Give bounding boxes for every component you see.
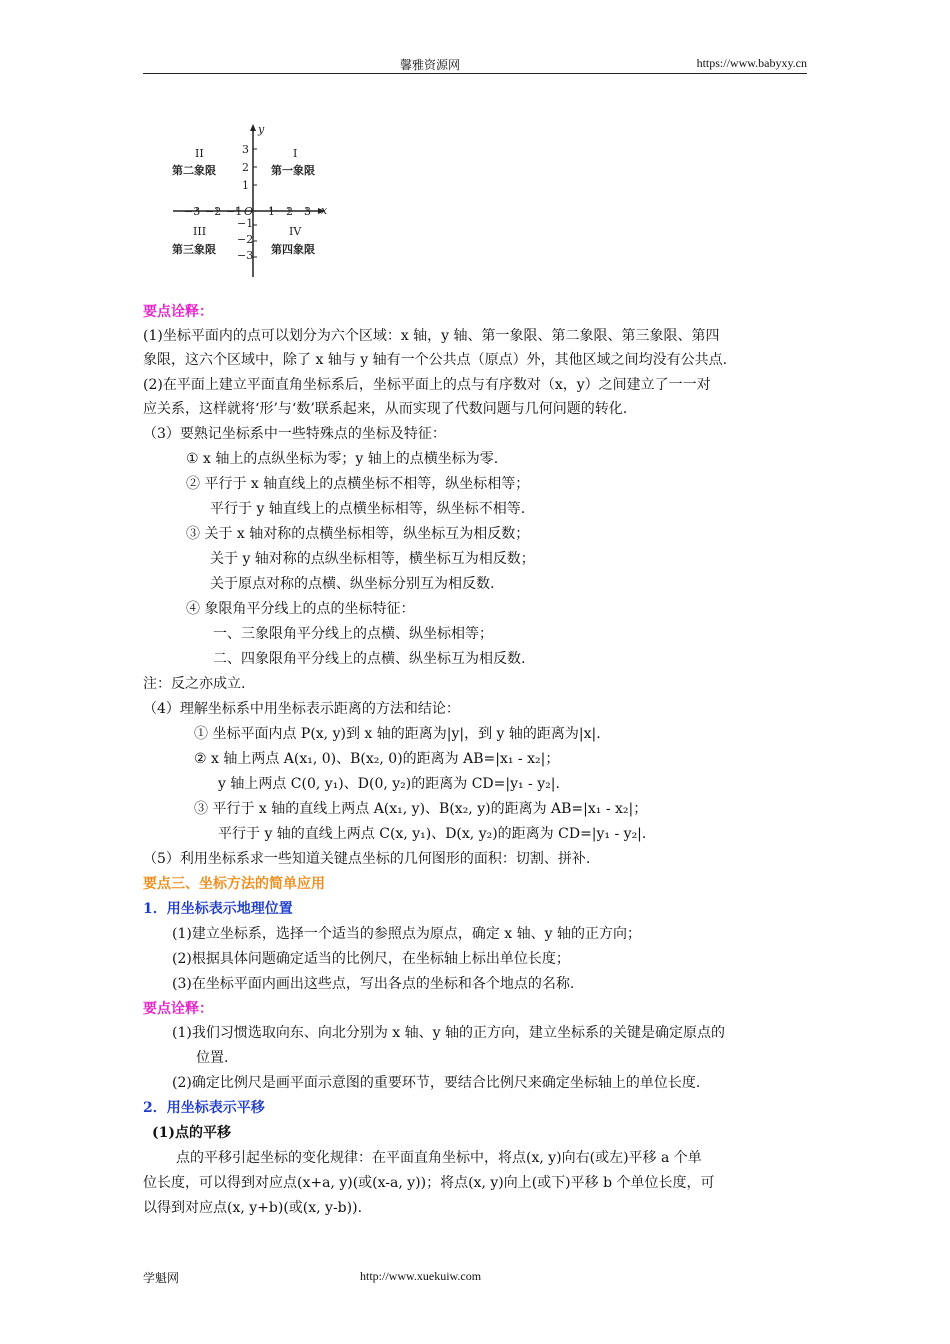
y-tick-label: −2 <box>237 233 254 246</box>
x-tick-label: 2 <box>286 205 293 218</box>
y-tick-label: −3 <box>237 249 254 262</box>
key-note-heading: 要点诠释： <box>143 304 213 320</box>
quadrant-1-name: 第一象限 <box>271 164 315 177</box>
text-line: （3）要熟记坐标系中一些特殊点的坐标及特征： <box>143 426 446 442</box>
text-line: （4）理解坐标系中用坐标表示距离的方法和结论： <box>143 701 460 717</box>
text-line: 平行于 y 轴直线上的点横坐标相等，纵坐标不相等. <box>210 501 526 517</box>
quadrant-1-number: I <box>293 147 298 160</box>
text-line: 平行于 y 轴的直线上两点 C(x, y₁)、D(x, y₂)的距离为 CD=|y₁ - y₂|. <box>218 826 647 842</box>
text-line: 关于 y 轴对称的点纵坐标相等，横坐标互为相反数； <box>210 551 535 567</box>
quadrant-4-number: IV <box>289 225 302 238</box>
text-line: (1)坐标平面内的点可以划分为六个区域：x 轴，y 轴、第一象限、第二象限、第三象限、第四 <box>143 328 720 344</box>
text-line: (2)根据具体问题确定适当的比例尺，在坐标轴上标出单位长度； <box>172 951 570 967</box>
text-line: ② 平行于 x 轴直线上的点横坐标不相等，纵坐标相等； <box>186 476 530 492</box>
x-tick-label: −3 <box>184 205 201 218</box>
key-note-heading: 要点诠释： <box>143 1001 213 1017</box>
coordinate-axes-figure <box>165 117 340 282</box>
text-line: y 轴上两点 C(0, y₁)、D(0, y₂)的距离为 CD=|y₁ - y₂|. <box>218 776 560 792</box>
y-tick-label: 1 <box>242 179 249 192</box>
y-axis-label: y <box>258 123 265 136</box>
y-tick-label: −1 <box>237 217 254 230</box>
text-line: 位长度，可以得到对应点(x+a, y)(或(x-a, y))；将点(x, y)向上(或下)平移 b 个单位长度，可 <box>143 1175 715 1191</box>
text-line: 以得到对应点(x, y+b)(或(x, y-b)). <box>143 1200 363 1216</box>
text-line: ① 坐标平面内点 P(x, y)到 x 轴的距离为|y|，到 y 轴的距离为|x|. <box>194 726 601 742</box>
quadrant-3-number: III <box>193 225 207 238</box>
section-heading: 要点三、坐标方法的简单应用 <box>143 876 325 892</box>
text-line: (2)确定比例尺是画平面示意图的重要环节，要结合比例尺来确定坐标轴上的单位长度. <box>172 1075 701 1091</box>
text-line: （5）利用坐标系求一些知道关键点坐标的几何图形的面积：切割、拼补. <box>143 851 591 867</box>
subsection-heading: 1．用坐标表示地理位置 <box>143 901 293 917</box>
text-line: ③ 平行于 x 轴的直线上两点 A(x₁, y)、B(x₂, y)的距离为 AB=|x₁ - x₂|； <box>194 801 648 817</box>
y-tick-label: 2 <box>242 161 249 174</box>
text-line: ④ 象限角平分线上的点的坐标特征： <box>186 601 415 617</box>
subsection-heading: 2．用坐标表示平移 <box>143 1100 265 1116</box>
quadrant-2-name: 第二象限 <box>172 164 216 177</box>
text-line: ② x 轴上两点 A(x₁, 0)、B(x₂, 0)的距离为 AB=|x₁ - x₂|； <box>194 751 560 767</box>
y-tick-label: 3 <box>242 143 249 156</box>
x-tick-label: 3 <box>304 205 311 218</box>
text-line: ③ 关于 x 轴对称的点横坐标相等，纵坐标互为相反数； <box>186 526 530 542</box>
text-line: 二、四象限角平分线上的点横、纵坐标互为相反数. <box>213 651 526 667</box>
text-line: (3)在坐标平面内画出这些点，写出各点的坐标和各个地点的名称. <box>172 976 575 992</box>
y-axis-arrow <box>250 124 256 131</box>
x-tick-label: −1 <box>226 205 243 218</box>
text-line: ① x 轴上的点纵坐标为零；y 轴上的点横坐标为零. <box>186 451 499 467</box>
header-rule <box>143 73 807 74</box>
text-line: 注：反之亦成立. <box>143 676 246 692</box>
text-line: 一、三象限角平分线上的点横、纵坐标相等； <box>213 626 493 642</box>
text-line: (2)在平面上建立平面直角坐标系后，坐标平面上的点与有序数对（x，y）之间建立了一一对 <box>143 377 711 393</box>
header-url[interactable]: https://www.babyxy.cn <box>696 56 807 70</box>
footer-site-name: 学魁网 <box>143 1271 180 1285</box>
quadrant-2-number: II <box>195 147 204 160</box>
text-line: 象限，这六个区域中，除了 x 轴与 y 轴有一个公共点（原点）外，其他区域之间均没有公共点. <box>143 352 728 368</box>
quadrant-4-name: 第四象限 <box>271 243 315 256</box>
x-tick-label: −2 <box>205 205 222 218</box>
quadrant-3-name: 第三象限 <box>172 243 216 256</box>
text-line: (1)建立坐标系，选择一个适当的参照点为原点，确定 x 轴、y 轴的正方向； <box>172 926 641 942</box>
x-axis-label: x <box>321 204 328 217</box>
text-line: (1)我们习惯选取向东、向北分别为 x 轴、y 轴的正方向，建立坐标系的关键是确定原点的 <box>172 1025 725 1041</box>
footer-url[interactable]: http://www.xuekuiw.com <box>360 1269 482 1283</box>
header-site-name: 馨雅资源网 <box>400 58 461 72</box>
text-line: 应关系，这样就将‘形’与‘数’联系起来，从而实现了代数问题与几何问题的转化. <box>143 401 628 417</box>
sub-subsection-heading: (1)点的平移 <box>152 1125 231 1141</box>
text-line: 位置. <box>196 1050 229 1066</box>
origin-label: O <box>244 205 254 218</box>
x-tick-label: 1 <box>268 205 275 218</box>
text-line: 关于原点对称的点横、纵坐标分别互为相反数. <box>210 576 495 592</box>
text-line: 点的平移引起坐标的变化规律：在平面直角坐标中，将点(x, y)向右(或左)平移 a 个单 <box>176 1150 702 1166</box>
